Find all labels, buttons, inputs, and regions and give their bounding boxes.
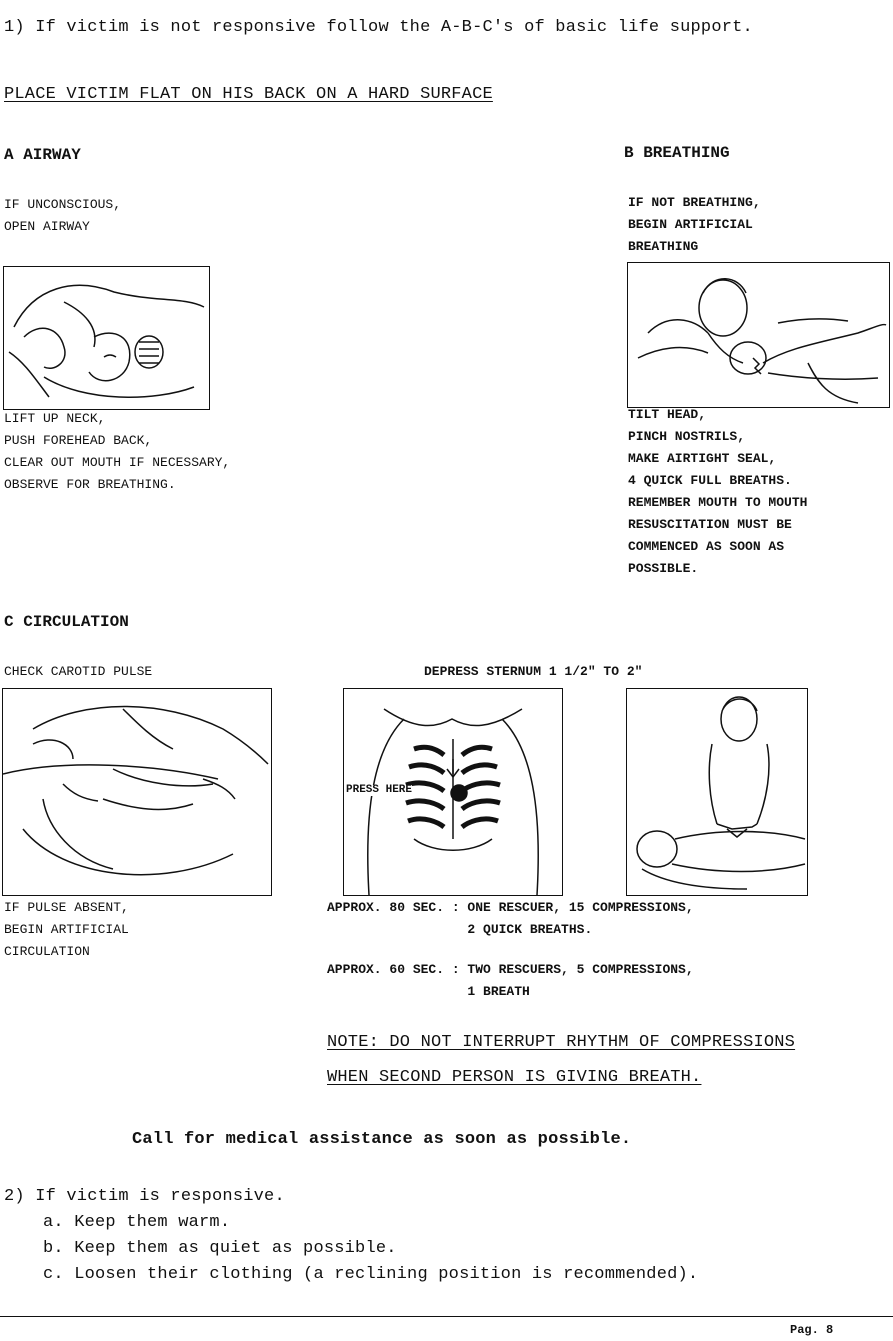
page-number: Pag. 8	[790, 1323, 834, 1337]
call-assistance-text: Call for medical assistance as soon as possible.	[132, 1130, 632, 1149]
intro-text: 1) If victim is not responsive follow the A-B-C's of basic life support.	[4, 18, 753, 37]
sternum-illustration	[343, 688, 563, 896]
responsive-title: 2) If victim is responsive.	[4, 1187, 285, 1206]
pulse-absent-text: IF PULSE ABSENT, BEGIN ARTIFICIAL CIRCULATION	[4, 900, 129, 959]
airway-heading: A AIRWAY	[4, 146, 81, 164]
breathing-instruction: IF NOT BREATHING, BEGIN ARTIFICIAL BREATHING	[628, 195, 761, 254]
footer-rule	[0, 1316, 893, 1317]
airway-steps: LIFT UP NECK, PUSH FOREHEAD BACK, CLEAR OUT MOUTH IF NECESSARY, OBSERVE FOR BREATHING.	[4, 411, 231, 492]
breathing-steps: TILT HEAD, PINCH NOSTRILS, MAKE AIRTIGHT SEAL, 4 QUICK FULL BREATHS. REMEMBER MOUTH TO MOUTH RESUSCITATION MUST BE COMMENCED AS SOON AS POSSIBLE.	[628, 407, 808, 576]
place-victim-heading: PLACE VICTIM FLAT ON HIS BACK ON A HARD SURFACE	[4, 85, 493, 104]
circulation-heading: C CIRCULATION	[4, 613, 129, 631]
one-rescuer-text: APPROX. 80 SEC. : ONE RESCUER, 15 COMPRESSIONS, 2 QUICK BREATHS.	[327, 900, 694, 937]
check-pulse-text: CHECK CAROTID PULSE	[4, 664, 153, 679]
pulse-check-illustration	[2, 688, 272, 896]
note-line-1: NOTE: DO NOT INTERRUPT RHYTHM OF COMPRESSIONS	[327, 1033, 796, 1052]
airway-illustration	[3, 266, 210, 410]
compression-illustration	[626, 688, 808, 896]
breathing-illustration	[627, 262, 890, 408]
note-line-2: WHEN SECOND PERSON IS GIVING BREATH.	[327, 1068, 702, 1087]
press-here-label: PRESS HERE	[346, 784, 413, 796]
airway-instruction: IF UNCONSCIOUS, OPEN AIRWAY	[4, 197, 122, 234]
breathing-heading: B BREATHING	[624, 144, 730, 162]
two-rescuers-text: APPROX. 60 SEC. : TWO RESCUERS, 5 COMPRESSIONS, 1 BREATH	[327, 962, 694, 999]
depress-sternum-text: DEPRESS STERNUM 1 1/2" TO 2"	[424, 664, 643, 679]
responsive-item-b: b. Keep them as quiet as possible.	[43, 1239, 397, 1258]
responsive-item-c: c. Loosen their clothing (a reclining position is recommended).	[43, 1265, 699, 1284]
responsive-item-a: a. Keep them warm.	[43, 1213, 231, 1232]
